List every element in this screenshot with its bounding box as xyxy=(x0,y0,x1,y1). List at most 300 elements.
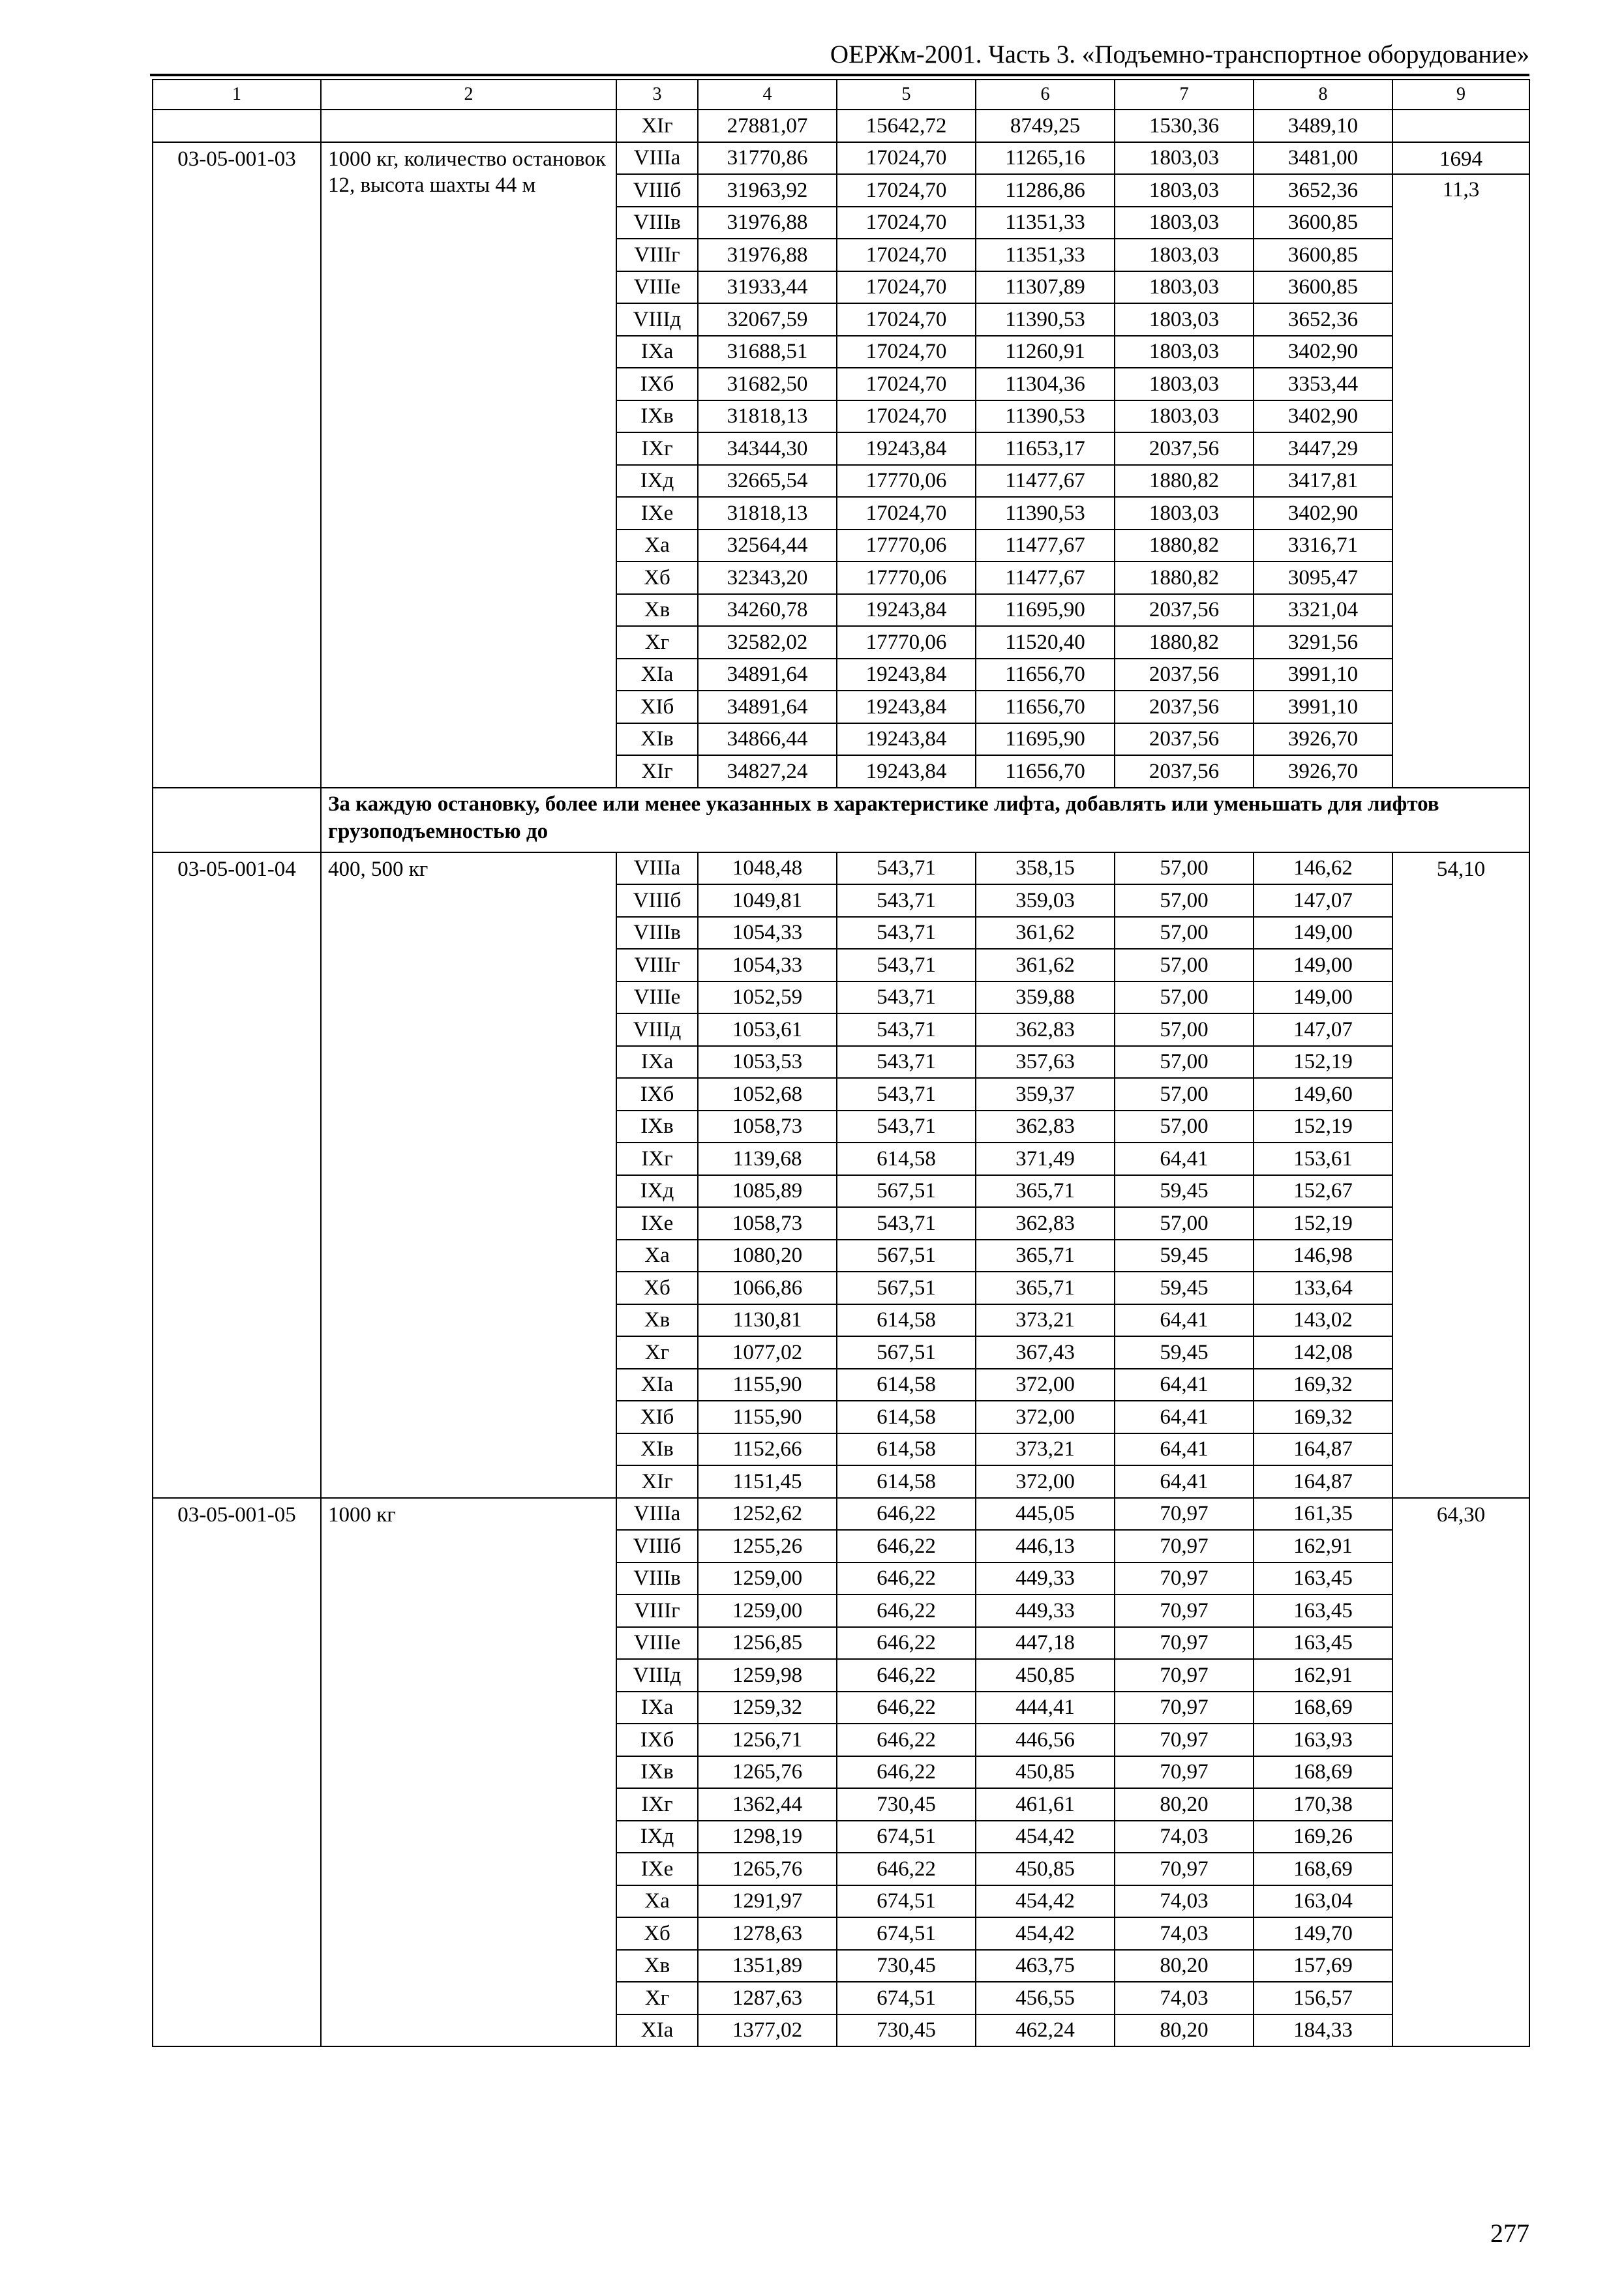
materials-cell: 149,70 xyxy=(1254,1917,1392,1950)
rate-code: 03-05-001-05 xyxy=(153,1498,321,2047)
rate-code-cell: XIб xyxy=(616,1401,698,1433)
column9-value: 64,30 xyxy=(1392,1498,1529,2047)
machinist-wages-cell: 70,97 xyxy=(1115,1627,1254,1660)
column9-value: 1694 xyxy=(1392,142,1529,175)
materials-cell: 161,35 xyxy=(1254,1498,1392,1531)
description-cell xyxy=(321,110,616,142)
total-cost-cell: 1077,02 xyxy=(698,1336,837,1369)
rate-code-cell: IXа xyxy=(616,1046,698,1079)
machinist-wages-cell: 64,41 xyxy=(1115,1143,1254,1175)
machines-cell: 445,05 xyxy=(976,1498,1115,1531)
rate-code-cell: VIIIг xyxy=(616,949,698,981)
total-cost-cell: 1256,85 xyxy=(698,1627,837,1660)
machines-cell: 358,15 xyxy=(976,852,1115,885)
wages-cell: 730,45 xyxy=(837,1788,976,1821)
machines-cell: 11286,86 xyxy=(976,174,1115,207)
wages-cell: 674,51 xyxy=(837,1885,976,1918)
wages-cell: 646,22 xyxy=(837,1498,976,1531)
rate-code-cell: Xг xyxy=(616,1336,698,1369)
materials-cell: 162,91 xyxy=(1254,1530,1392,1563)
machinist-wages-cell: 1803,03 xyxy=(1115,142,1254,175)
rate-code-cell: VIIIг xyxy=(616,1594,698,1627)
wages-cell: 543,71 xyxy=(837,1111,976,1143)
materials-cell: 133,64 xyxy=(1254,1272,1392,1304)
rate-code-cell: IXд xyxy=(616,1175,698,1208)
machinist-wages-cell: 1803,03 xyxy=(1115,303,1254,336)
total-cost-cell: 1259,32 xyxy=(698,1692,837,1724)
machinist-wages-cell: 70,97 xyxy=(1115,1692,1254,1724)
rate-code-cell: VIIIе xyxy=(616,1627,698,1660)
machinist-wages-cell: 64,41 xyxy=(1115,1465,1254,1498)
total-cost-cell: 1053,61 xyxy=(698,1013,837,1046)
machinist-wages-cell: 80,20 xyxy=(1115,2014,1254,2047)
wages-cell: 543,71 xyxy=(837,884,976,917)
machinist-wages-cell: 74,03 xyxy=(1115,1982,1254,2014)
column-number-cell: 3 xyxy=(616,80,698,110)
total-cost-cell: 1287,63 xyxy=(698,1982,837,2014)
materials-cell: 3095,47 xyxy=(1254,561,1392,594)
machines-cell: 11477,67 xyxy=(976,530,1115,562)
machinist-wages-cell: 57,00 xyxy=(1115,852,1254,885)
wages-cell: 614,58 xyxy=(837,1369,976,1401)
wages-cell: 19243,84 xyxy=(837,691,976,723)
machinist-wages-cell: 59,45 xyxy=(1115,1175,1254,1208)
rate-code-cell: VIIIг xyxy=(616,239,698,271)
materials-cell: 149,60 xyxy=(1254,1078,1392,1111)
wages-cell: 15642,72 xyxy=(837,110,976,142)
total-cost-cell: 1066,86 xyxy=(698,1272,837,1304)
machines-cell: 450,85 xyxy=(976,1756,1115,1789)
materials-cell: 3600,85 xyxy=(1254,271,1392,304)
wages-cell: 730,45 xyxy=(837,2014,976,2047)
machinist-wages-cell: 64,41 xyxy=(1115,1369,1254,1401)
materials-cell: 146,98 xyxy=(1254,1240,1392,1272)
materials-cell: 152,67 xyxy=(1254,1175,1392,1208)
total-cost-cell: 1259,98 xyxy=(698,1659,837,1692)
materials-cell: 162,91 xyxy=(1254,1659,1392,1692)
total-cost-cell: 32564,44 xyxy=(698,530,837,562)
materials-cell: 3652,36 xyxy=(1254,174,1392,207)
rate-code: 03-05-001-03 xyxy=(153,142,321,788)
machinist-wages-cell: 80,20 xyxy=(1115,1788,1254,1821)
rate-code-cell: IXг xyxy=(616,1143,698,1175)
materials-cell: 163,04 xyxy=(1254,1885,1392,1918)
machines-cell: 11390,53 xyxy=(976,497,1115,530)
rate-code-cell: Xб xyxy=(616,1917,698,1950)
total-cost-cell: 32582,02 xyxy=(698,626,837,659)
machines-cell: 11653,17 xyxy=(976,432,1115,465)
wages-cell: 17770,06 xyxy=(837,465,976,498)
column-number-cell: 2 xyxy=(321,80,616,110)
column-number-cell: 7 xyxy=(1115,80,1254,110)
rate-code-cell: XIб xyxy=(616,691,698,723)
wages-cell: 17024,70 xyxy=(837,207,976,239)
materials-cell: 146,62 xyxy=(1254,852,1392,885)
materials-cell: 163,45 xyxy=(1254,1627,1392,1660)
materials-cell: 157,69 xyxy=(1254,1950,1392,1982)
total-cost-cell: 1265,76 xyxy=(698,1756,837,1789)
wages-cell: 614,58 xyxy=(837,1465,976,1498)
wages-cell: 567,51 xyxy=(837,1336,976,1369)
machinist-wages-cell: 1803,03 xyxy=(1115,497,1254,530)
column-number-cell: 4 xyxy=(698,80,837,110)
machinist-wages-cell: 57,00 xyxy=(1115,917,1254,950)
rate-code-cell: IXе xyxy=(616,497,698,530)
materials-cell: 3402,90 xyxy=(1254,497,1392,530)
machines-cell: 359,37 xyxy=(976,1078,1115,1111)
total-cost-cell: 1080,20 xyxy=(698,1240,837,1272)
wages-cell: 17024,70 xyxy=(837,239,976,271)
total-cost-cell: 32343,20 xyxy=(698,561,837,594)
section-spacer-cell xyxy=(153,788,321,852)
rate-code-cell: XIв xyxy=(616,1433,698,1466)
machinist-wages-cell: 57,00 xyxy=(1115,1111,1254,1143)
total-cost-cell: 31770,86 xyxy=(698,142,837,175)
total-cost-cell: 1377,02 xyxy=(698,2014,837,2047)
rate-code-cell: IXд xyxy=(616,1821,698,1853)
total-cost-cell: 1130,81 xyxy=(698,1304,837,1337)
total-cost-cell: 1054,33 xyxy=(698,917,837,950)
materials-cell: 3600,85 xyxy=(1254,207,1392,239)
machines-cell: 359,88 xyxy=(976,981,1115,1014)
machinist-wages-cell: 2037,56 xyxy=(1115,432,1254,465)
materials-cell: 152,19 xyxy=(1254,1111,1392,1143)
materials-cell: 143,02 xyxy=(1254,1304,1392,1337)
total-cost-cell: 31682,50 xyxy=(698,368,837,400)
machines-cell: 11520,40 xyxy=(976,626,1115,659)
rate-code-cell: Xб xyxy=(616,561,698,594)
rates-table xyxy=(152,79,1530,2047)
machinist-wages-cell: 2037,56 xyxy=(1115,594,1254,627)
wages-cell: 614,58 xyxy=(837,1304,976,1337)
rate-code-cell: VIIIе xyxy=(616,981,698,1014)
wages-cell: 19243,84 xyxy=(837,432,976,465)
total-cost-cell: 1298,19 xyxy=(698,1821,837,1853)
wages-cell: 543,71 xyxy=(837,1078,976,1111)
total-cost-cell: 1255,26 xyxy=(698,1530,837,1563)
materials-cell: 168,69 xyxy=(1254,1692,1392,1724)
total-cost-cell: 1259,00 xyxy=(698,1594,837,1627)
total-cost-cell: 1278,63 xyxy=(698,1917,837,1950)
rate-code-cell: IXб xyxy=(616,1078,698,1111)
wages-cell: 567,51 xyxy=(837,1175,976,1208)
total-cost-cell: 1054,33 xyxy=(698,949,837,981)
total-cost-cell: 1351,89 xyxy=(698,1950,837,1982)
wages-cell: 646,22 xyxy=(837,1563,976,1595)
total-cost-cell: 32067,59 xyxy=(698,303,837,336)
rate-code-cell: VIIIа xyxy=(616,142,698,175)
wages-cell: 543,71 xyxy=(837,1013,976,1046)
machinist-wages-cell: 70,97 xyxy=(1115,1498,1254,1531)
column-number-cell: 6 xyxy=(976,80,1115,110)
table-row xyxy=(153,852,1529,885)
rate-code-cell: Xа xyxy=(616,1240,698,1272)
page-number: 277 xyxy=(1490,2219,1529,2248)
machines-cell: 454,42 xyxy=(976,1821,1115,1853)
machinist-wages-cell: 64,41 xyxy=(1115,1304,1254,1337)
rate-code-cell: Xв xyxy=(616,594,698,627)
total-cost-cell: 34891,64 xyxy=(698,691,837,723)
total-cost-cell: 31963,92 xyxy=(698,174,837,207)
machinist-wages-cell: 57,00 xyxy=(1115,949,1254,981)
rate-code-cell: VIIIв xyxy=(616,917,698,950)
machinist-wages-cell: 74,03 xyxy=(1115,1885,1254,1918)
machinist-wages-cell: 57,00 xyxy=(1115,1078,1254,1111)
total-cost-cell: 34260,78 xyxy=(698,594,837,627)
machinist-wages-cell: 1803,03 xyxy=(1115,207,1254,239)
materials-cell: 3316,71 xyxy=(1254,530,1392,562)
materials-cell: 149,00 xyxy=(1254,981,1392,1014)
total-cost-cell: 31976,88 xyxy=(698,239,837,271)
machinist-wages-cell: 70,97 xyxy=(1115,1853,1254,1885)
wages-cell: 17024,70 xyxy=(837,271,976,304)
machines-cell: 373,21 xyxy=(976,1433,1115,1466)
machinist-wages-cell: 1803,03 xyxy=(1115,271,1254,304)
machinist-wages-cell: 59,45 xyxy=(1115,1272,1254,1304)
wages-cell: 646,22 xyxy=(837,1659,976,1692)
machines-cell: 371,49 xyxy=(976,1143,1115,1175)
machines-cell: 456,55 xyxy=(976,1982,1115,2014)
machines-cell: 357,63 xyxy=(976,1046,1115,1079)
rate-code-cell: XIг xyxy=(616,755,698,788)
materials-cell: 147,07 xyxy=(1254,1013,1392,1046)
column9-cell xyxy=(1392,110,1529,142)
machines-cell: 444,41 xyxy=(976,1692,1115,1724)
materials-cell: 163,45 xyxy=(1254,1563,1392,1595)
wages-cell: 543,71 xyxy=(837,1046,976,1079)
rate-code-cell: VIIIв xyxy=(616,1563,698,1595)
total-cost-cell: 31818,13 xyxy=(698,400,837,433)
machinist-wages-cell: 57,00 xyxy=(1115,981,1254,1014)
machines-cell: 11695,90 xyxy=(976,723,1115,756)
wages-cell: 646,22 xyxy=(837,1756,976,1789)
rate-code-cell: IXг xyxy=(616,1788,698,1821)
wages-cell: 730,45 xyxy=(837,1950,976,1982)
machines-cell: 11695,90 xyxy=(976,594,1115,627)
machines-cell: 8749,25 xyxy=(976,110,1115,142)
wages-cell: 543,71 xyxy=(837,949,976,981)
materials-cell: 152,19 xyxy=(1254,1046,1392,1079)
wages-cell: 646,22 xyxy=(837,1594,976,1627)
table-row xyxy=(153,1498,1529,1531)
materials-cell: 3417,81 xyxy=(1254,465,1392,498)
machines-cell: 462,24 xyxy=(976,2014,1115,2047)
machinist-wages-cell: 57,00 xyxy=(1115,1013,1254,1046)
running-header: ОЕРЖм-2001. Часть 3. «Подъемно-транспортное оборудование» xyxy=(830,40,1529,68)
materials-cell: 3291,56 xyxy=(1254,626,1392,659)
total-cost-cell: 1152,66 xyxy=(698,1433,837,1466)
column9-value: 54,10 xyxy=(1392,852,1529,1498)
materials-cell: 3402,90 xyxy=(1254,336,1392,368)
wages-cell: 646,22 xyxy=(837,1627,976,1660)
materials-cell: 170,38 xyxy=(1254,1788,1392,1821)
machinist-wages-cell: 74,03 xyxy=(1115,1821,1254,1853)
machinist-wages-cell: 64,41 xyxy=(1115,1433,1254,1466)
materials-cell: 3991,10 xyxy=(1254,691,1392,723)
machines-cell: 367,43 xyxy=(976,1336,1115,1369)
machines-cell: 11351,33 xyxy=(976,239,1115,271)
rate-code-cell: IXв xyxy=(616,1111,698,1143)
rate-code-cell: Xг xyxy=(616,626,698,659)
machines-cell: 447,18 xyxy=(976,1627,1115,1660)
machinist-wages-cell: 2037,56 xyxy=(1115,723,1254,756)
wages-cell: 646,22 xyxy=(837,1724,976,1756)
total-cost-cell: 1052,68 xyxy=(698,1078,837,1111)
materials-cell: 156,57 xyxy=(1254,1982,1392,2014)
rate-code-cell: VIIIв xyxy=(616,207,698,239)
materials-cell: 3489,10 xyxy=(1254,110,1392,142)
column9-value: 11,3 xyxy=(1392,174,1529,788)
machines-cell: 454,42 xyxy=(976,1885,1115,1918)
machinist-wages-cell: 70,97 xyxy=(1115,1756,1254,1789)
materials-cell: 3481,00 xyxy=(1254,142,1392,175)
wages-cell: 567,51 xyxy=(837,1272,976,1304)
machinist-wages-cell: 57,00 xyxy=(1115,1207,1254,1240)
total-cost-cell: 31933,44 xyxy=(698,271,837,304)
total-cost-cell: 34827,24 xyxy=(698,755,837,788)
rate-code-cell: Xв xyxy=(616,1950,698,1982)
machines-cell: 361,62 xyxy=(976,949,1115,981)
machines-cell: 11477,67 xyxy=(976,465,1115,498)
wages-cell: 19243,84 xyxy=(837,659,976,691)
machinist-wages-cell: 70,97 xyxy=(1115,1594,1254,1627)
wages-cell: 614,58 xyxy=(837,1143,976,1175)
rate-code-cell: IXд xyxy=(616,465,698,498)
total-cost-cell: 34866,44 xyxy=(698,723,837,756)
wages-cell: 17024,70 xyxy=(837,174,976,207)
machines-cell: 365,71 xyxy=(976,1175,1115,1208)
machines-cell: 454,42 xyxy=(976,1917,1115,1950)
materials-cell: 3353,44 xyxy=(1254,368,1392,400)
machines-cell: 461,61 xyxy=(976,1788,1115,1821)
materials-cell: 3652,36 xyxy=(1254,303,1392,336)
wages-cell: 17024,70 xyxy=(837,497,976,530)
wages-cell: 17770,06 xyxy=(837,530,976,562)
machinist-wages-cell: 2037,56 xyxy=(1115,755,1254,788)
machinist-wages-cell: 70,97 xyxy=(1115,1724,1254,1756)
wages-cell: 674,51 xyxy=(837,1821,976,1853)
rate-code-cell: IXа xyxy=(616,336,698,368)
machines-cell: 446,13 xyxy=(976,1530,1115,1563)
wages-cell: 674,51 xyxy=(837,1982,976,2014)
rate-code: 03-05-001-04 xyxy=(153,852,321,1498)
materials-cell: 3926,70 xyxy=(1254,755,1392,788)
materials-cell: 3926,70 xyxy=(1254,723,1392,756)
rate-code-cell: IXб xyxy=(616,368,698,400)
rate-description: 400, 500 кг xyxy=(321,852,616,1498)
materials-cell: 152,19 xyxy=(1254,1207,1392,1240)
machinist-wages-cell: 2037,56 xyxy=(1115,659,1254,691)
table-body xyxy=(153,80,1529,2046)
machinist-wages-cell: 59,45 xyxy=(1115,1240,1254,1272)
header-rule xyxy=(150,74,1529,76)
machinist-wages-cell: 1803,03 xyxy=(1115,400,1254,433)
machines-cell: 446,56 xyxy=(976,1724,1115,1756)
wages-cell: 543,71 xyxy=(837,981,976,1014)
materials-cell: 147,07 xyxy=(1254,884,1392,917)
machinist-wages-cell: 57,00 xyxy=(1115,1046,1254,1079)
column-number-cell: 8 xyxy=(1254,80,1392,110)
rate-code-cell: XIг xyxy=(616,110,698,142)
total-cost-cell: 1139,68 xyxy=(698,1143,837,1175)
machinist-wages-cell: 1880,82 xyxy=(1115,530,1254,562)
wages-cell: 646,22 xyxy=(837,1530,976,1563)
machinist-wages-cell: 1803,03 xyxy=(1115,174,1254,207)
total-cost-cell: 31688,51 xyxy=(698,336,837,368)
rate-code-cell: IXе xyxy=(616,1207,698,1240)
rate-code-cell: Xа xyxy=(616,1885,698,1918)
machines-cell: 373,21 xyxy=(976,1304,1115,1337)
rate-code-cell: Xа xyxy=(616,530,698,562)
total-cost-cell: 1049,81 xyxy=(698,884,837,917)
wages-cell: 17024,70 xyxy=(837,400,976,433)
table-row xyxy=(153,142,1529,175)
machines-cell: 463,75 xyxy=(976,1950,1115,1982)
total-cost-cell: 1085,89 xyxy=(698,1175,837,1208)
rate-code-cell: IXе xyxy=(616,1853,698,1885)
total-cost-cell: 1259,00 xyxy=(698,1563,837,1595)
machines-cell: 365,71 xyxy=(976,1240,1115,1272)
machines-cell: 11656,70 xyxy=(976,755,1115,788)
total-cost-cell: 1058,73 xyxy=(698,1111,837,1143)
code-cell xyxy=(153,110,321,142)
materials-cell: 168,69 xyxy=(1254,1853,1392,1885)
rate-code-cell: IXа xyxy=(616,1692,698,1724)
total-cost-cell: 32665,54 xyxy=(698,465,837,498)
rate-code-cell: Xг xyxy=(616,1982,698,2014)
total-cost-cell: 1256,71 xyxy=(698,1724,837,1756)
wages-cell: 17024,70 xyxy=(837,142,976,175)
total-cost-cell: 1155,90 xyxy=(698,1401,837,1433)
materials-cell: 164,87 xyxy=(1254,1433,1392,1466)
machines-cell: 362,83 xyxy=(976,1111,1115,1143)
wages-cell: 543,71 xyxy=(837,1207,976,1240)
machinist-wages-cell: 59,45 xyxy=(1115,1336,1254,1369)
machinist-wages-cell: 70,97 xyxy=(1115,1563,1254,1595)
rate-code-cell: VIIIа xyxy=(616,852,698,885)
machines-cell: 449,33 xyxy=(976,1594,1115,1627)
materials-cell: 164,87 xyxy=(1254,1465,1392,1498)
wages-cell: 17024,70 xyxy=(837,303,976,336)
machinist-wages-cell: 1803,03 xyxy=(1115,368,1254,400)
machinist-wages-cell: 80,20 xyxy=(1115,1950,1254,1982)
materials-cell: 3447,29 xyxy=(1254,432,1392,465)
machines-cell: 11304,36 xyxy=(976,368,1115,400)
wages-cell: 543,71 xyxy=(837,852,976,885)
wages-cell: 567,51 xyxy=(837,1240,976,1272)
rate-code-cell: VIIIа xyxy=(616,1498,698,1531)
total-cost-cell: 1058,73 xyxy=(698,1207,837,1240)
total-cost-cell: 1053,53 xyxy=(698,1046,837,1079)
total-cost-cell: 31976,88 xyxy=(698,207,837,239)
wages-cell: 17024,70 xyxy=(837,368,976,400)
materials-cell: 169,26 xyxy=(1254,1821,1392,1853)
machinist-wages-cell: 64,41 xyxy=(1115,1401,1254,1433)
machines-cell: 449,33 xyxy=(976,1563,1115,1595)
wages-cell: 674,51 xyxy=(837,1917,976,1950)
total-cost-cell: 1048,48 xyxy=(698,852,837,885)
rate-code-cell: IXв xyxy=(616,400,698,433)
machines-cell: 362,83 xyxy=(976,1013,1115,1046)
wages-cell: 646,22 xyxy=(837,1692,976,1724)
wages-cell: 543,71 xyxy=(837,917,976,950)
machines-cell: 450,85 xyxy=(976,1659,1115,1692)
column-number-cell: 5 xyxy=(837,80,976,110)
machinist-wages-cell: 74,03 xyxy=(1115,1917,1254,1950)
materials-cell: 3600,85 xyxy=(1254,239,1392,271)
machinist-wages-cell: 1880,82 xyxy=(1115,626,1254,659)
total-cost-cell: 1265,76 xyxy=(698,1853,837,1885)
